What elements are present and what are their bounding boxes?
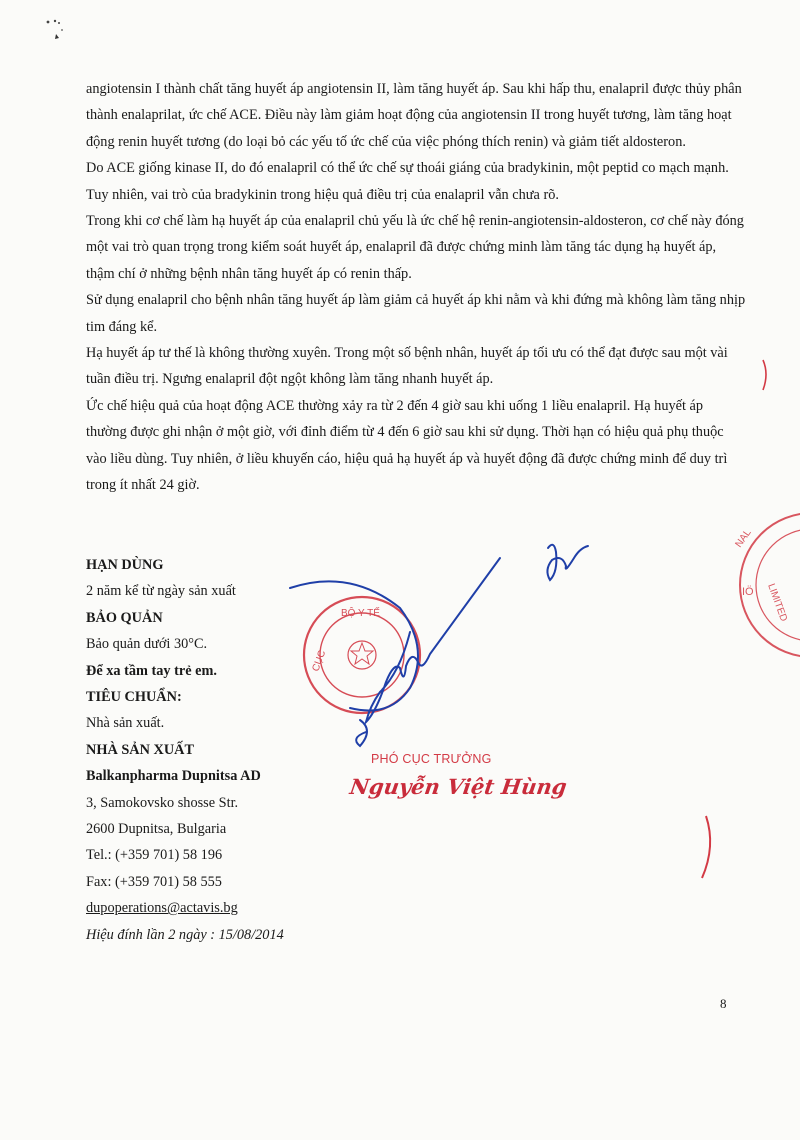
shelf-life-text: 2 năm kể từ ngày sản xuất	[86, 583, 236, 600]
paragraph: Sử dụng enalapril cho bệnh nhân tăng huyết áp làm giảm cả huyết áp khi nằm và khi đứng mà không làm tăng nhịp tim đáng kể.	[86, 292, 746, 335]
manufacturer-fax: Fax: (+359 701) 58 555	[86, 873, 222, 890]
shelf-life-heading: HẠN DÙNG	[86, 557, 164, 573]
manufacturer-heading: NHÀ SẢN XUẤT	[86, 741, 195, 758]
stamp-name: Nguyễn Việt Hùng	[348, 774, 569, 799]
edge-seal-text: NAL	[733, 527, 754, 550]
info-sections	[86, 552, 386, 948]
edge-seal-text: IÖ	[742, 586, 754, 598]
standard-text: Nhà sản xuất.	[86, 715, 165, 732]
manufacturer-address-line: 3, Samokovsko shosse Str.	[86, 794, 239, 811]
paragraph: Do ACE giống kinase II, do đó enalapril có thể ức chế sự thoái giáng của bradykinin, một peptid co mạch mạnh. Tuy nhiên, vai trò của bradykinin trong hiệu quả điều trị của enalapril vẫn chưa rõ.	[86, 160, 729, 203]
paragraph: Trong khi cơ chế làm hạ huyết áp của enalapril chủ yếu là ức chế hệ renin-angiotensin-aldosteron, cơ chế này đóng một vai trò quan trọng trong kiểm soát huyết áp, enalapril đã được chứng minh làm tăng tác dụng hạ huyết áp, thậm chí ở những bệnh nhân tăng huyết áp có renin thấp.	[86, 213, 744, 282]
storage-text: Bảo quản dưới 30°C.	[86, 636, 208, 653]
manufacturer-email-link[interactable]: dupoperations@actavis.bg	[86, 900, 238, 917]
seal-ring-text: BỘ Y TẾ	[341, 608, 380, 619]
manufacturer-tel: Tel.: (+359 701) 58 196	[86, 847, 223, 864]
manufacturer-address-line: 2600 Dupnitsa, Bulgaria	[86, 821, 227, 838]
paragraph: angiotensin I thành chất tăng huyết áp angiotensin II, làm tăng huyết áp. Sau khi hấp thu, enalapril được thủy phân thành enalaprilat, ức chế ACE. Điều này làm giảm hoạt động của angiotensin II trong huyết tương, làm tăng hoạt động renin huyết tương (do loại bỏ các yếu tố ức chế của việc phóng thích renin) và giảm tiết aldosteron.	[86, 81, 742, 150]
standard-heading: TIÊU CHUẨN:	[86, 689, 182, 706]
seal-ring-text: CỤC	[310, 648, 329, 674]
partial-seal-icon	[733, 513, 800, 657]
edge-seal-text: LIMITED	[765, 582, 790, 624]
margin-mark	[763, 360, 766, 390]
paragraph: Hạ huyết áp tư thế là không thường xuyên. Trong một số bệnh nhân, huyết áp tối ưu có thể đạt được sau một vài tuần điều trị. Ngưng enalapril đột ngột không làm tăng nhanh huyết áp.	[86, 345, 728, 388]
stamp-title: PHÓ CỤC TRƯỞNG	[371, 752, 492, 766]
page-number: 8	[720, 996, 727, 1011]
margin-mark	[702, 816, 710, 878]
paragraph: Ức chế hiệu quả của hoạt động ACE thường xảy ra từ 2 đến 4 giờ sau khi uống 1 liều enalapril. Hạ huyết áp thường được ghi nhận ở một giờ, với đỉnh điểm từ 4 đến 6 giờ sau khi sử dụng. Thời hạn có hiệu quả phụ thuộc vào liều dùng. Tuy nhiên, ở liều khuyến cáo, hiệu quả hạ huyết áp và huyết động đã được chứng minh để duy trì trong ít nhất 24 giờ.	[86, 397, 728, 494]
revision-date: Hiệu đính lần 2 ngày : 15/08/2014	[86, 926, 284, 943]
scan-corner-marks	[0, 0, 80, 60]
manufacturer-name: Balkanpharma Dupnitsa AD	[86, 768, 261, 785]
storage-heading: BẢO QUẢN	[86, 609, 163, 626]
storage-warning: Để xa tầm tay trẻ em.	[86, 662, 217, 679]
body-text	[86, 76, 746, 499]
